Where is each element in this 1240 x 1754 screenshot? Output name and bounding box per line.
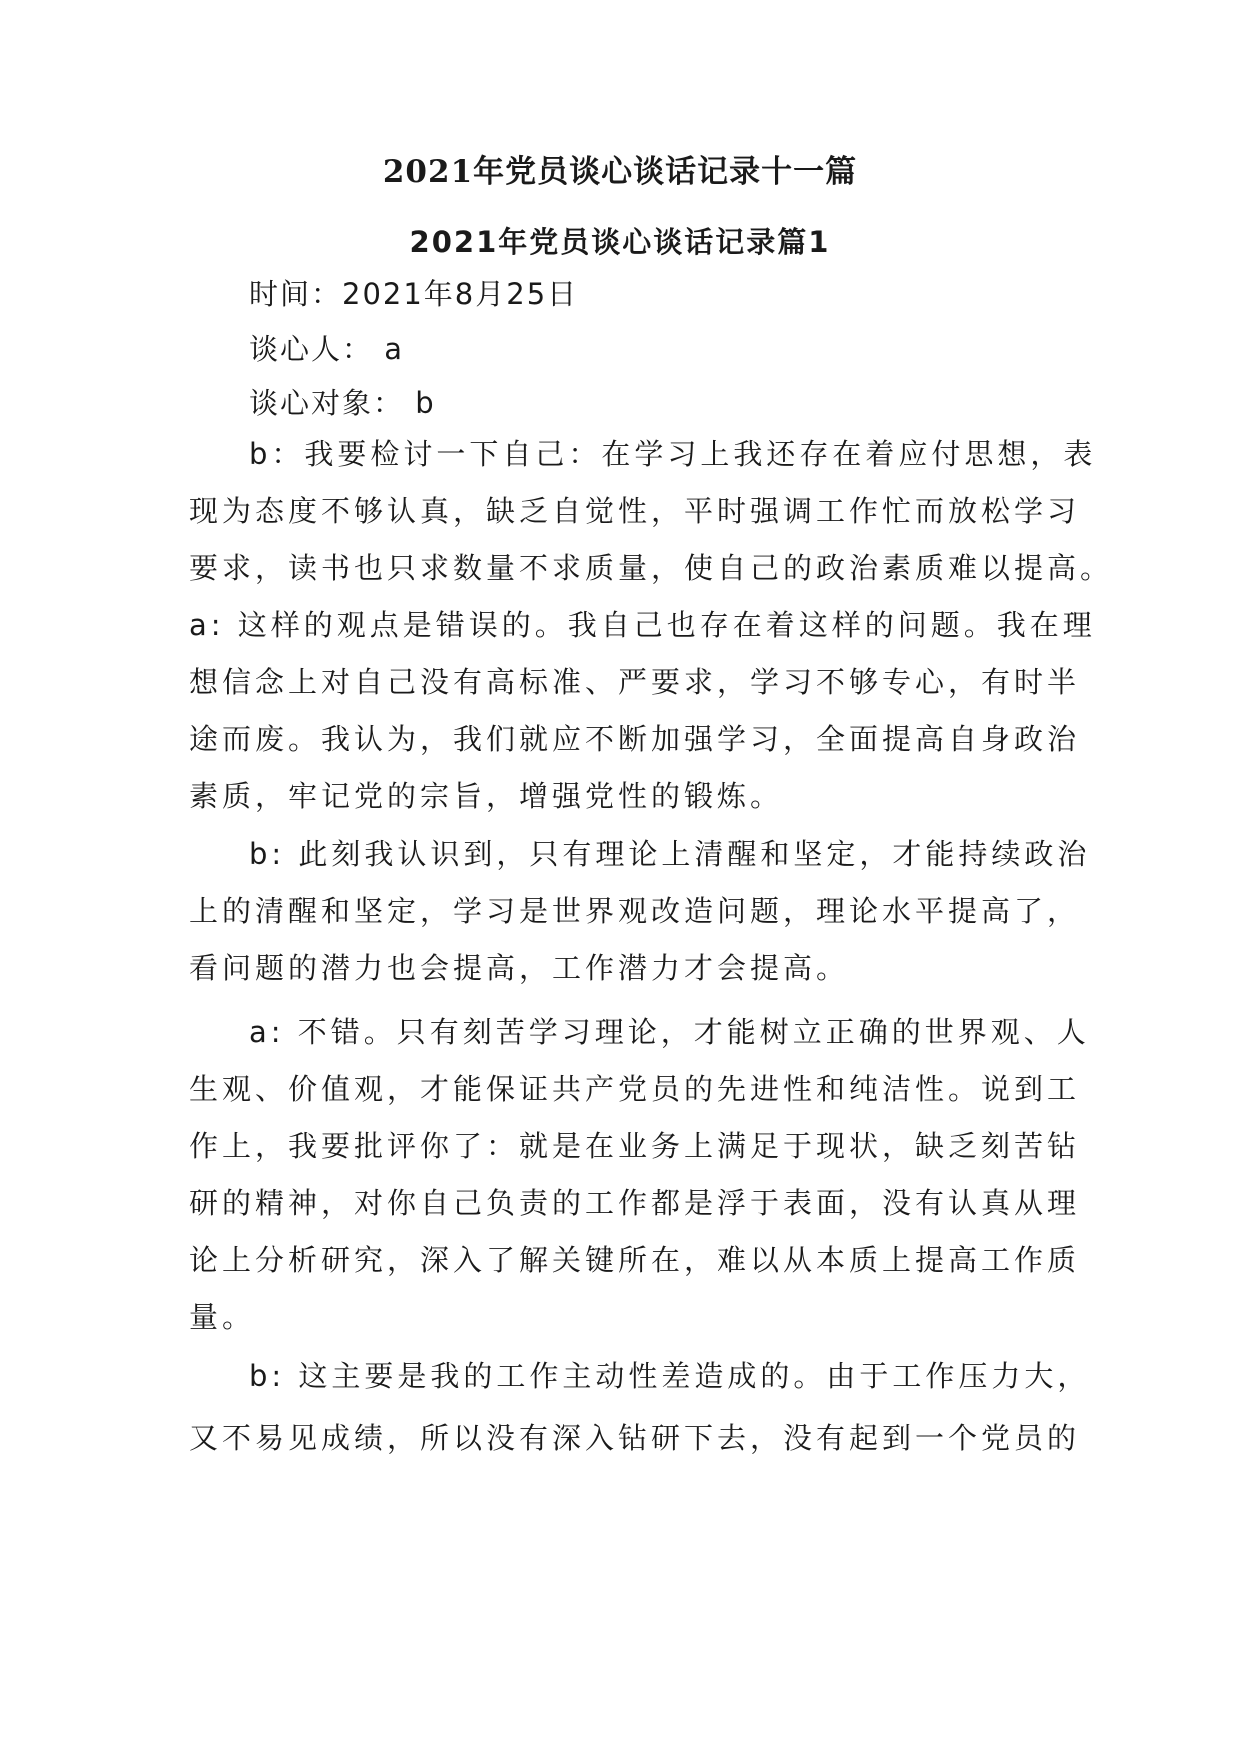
paragraph-line: 研的精神，对你自己负责的工作都是浮于表面，没有认真从理 [189,1186,1081,1220]
document-title: 2021年党员谈心谈话记录十一篇 [382,154,858,190]
paragraph-4 [189,1354,1091,1473]
paragraph-line: 素质，牢记党的宗旨，增强党性的锻炼。 [189,779,784,813]
meta-time: 时间：2021年8月25日 [249,277,579,311]
paragraph-line: a: 不错。只有刻苦学习理论，才能树立正确的世界观、人 [249,1015,1090,1049]
paragraph-line: 又不易见成绩，所以没有深入钻研下去，没有起到一个党员的 [189,1421,1081,1455]
paragraph-3 [189,1010,1090,1352]
paragraph-line: 现为态度不够认真，缺乏自觉性，平时强调工作忙而放松学习 [189,494,1081,528]
paragraph-line: 要求，读书也只求数量不求质量，使自己的政治素质难以提高。 [189,551,1114,585]
paragraph-line: 途而废。我认为，我们就应不断加强学习，全面提高自身政治 [189,722,1081,756]
paragraph-line: 想信念上对自己没有高标准、严要求，学习不够专心，有时半 [189,665,1081,699]
paragraph-line: 上的清醒和坚定，学习是世界观改造问题，理论水平提高了， [189,894,1081,928]
paragraph-line: 生观、价值观，才能保证共产党员的先进性和纯洁性。说到工 [189,1072,1081,1106]
paragraph-line: 论上分析研究，深入了解关键所在，难以从本质上提高工作质 [189,1243,1081,1277]
document-subtitle: 2021年党员谈心谈话记录篇1 [409,225,831,259]
paragraph-1 [189,432,1114,831]
meta-talker: 谈心人： a [249,332,404,366]
paragraph-2 [189,832,1091,1003]
paragraph-line: 作上，我要批评你了：就是在业务上满足于现状，缺乏刻苦钻 [189,1129,1081,1163]
paragraph-line: b：我要检讨一下自己：在学习上我还存在着应付思想，表 [249,437,1097,471]
paragraph-line: 看问题的潜力也会提高，工作潜力才会提高。 [189,951,850,985]
paragraph-line: b: 此刻我认识到，只有理论上清醒和坚定，才能持续政治 [249,837,1091,871]
paragraph-line: 量。 [189,1300,256,1334]
paragraph-line: b: 这主要是我的工作主动性差造成的。由于工作压力大， [249,1359,1091,1393]
meta-subject: 谈心对象： b [249,386,436,420]
paragraph-line: a: 这样的观点是错误的。我自己也存在着这样的问题。我在理 [189,608,1096,642]
